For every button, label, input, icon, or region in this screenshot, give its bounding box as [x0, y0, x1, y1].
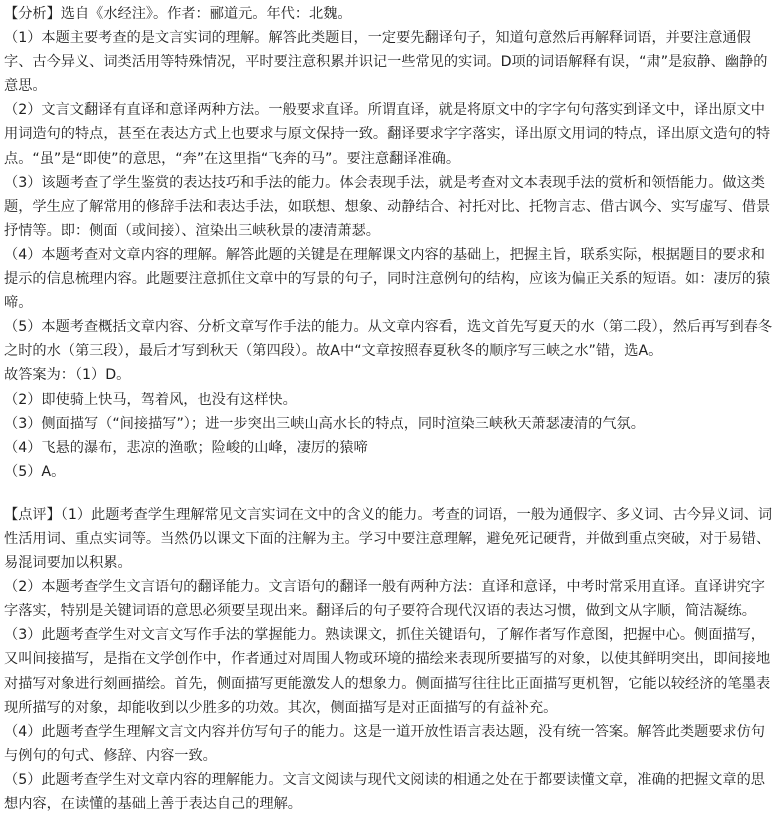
analysis-item-4: （4）本题考查对文章内容的理解。解答此题的关键是在理解课文内容的基础上，把握主旨，联系实际，根据题目的要求和提示的信息梳理内容。此题要注意抓住文章中的写景的句子，同时注意例句的结构，应该为偏正关系的短语。如：凄厉的猿啼。	[4, 246, 771, 312]
analysis-header: 【分析】选自《水经注》。作者：郦道元。年代：北魏。	[4, 6, 352, 22]
answer-5: （5）A。	[4, 463, 66, 480]
comment-item-2: （2）本题考查学生文言语句的翻译能力。文言语句的翻译一般有两种方法：直译和意译，中考时常采用直译。直译讲究字字落实，特别是关键词语的意思必须要呈现出来。翻译后的句子要符合现代汉语的表达习惯，做到文从字顺，简洁凝练。	[4, 579, 765, 620]
answer-4: （4）飞悬的瀑布，悲凉的渔歌；险峻的山峰，凄厉的猿啼	[4, 439, 368, 456]
analysis-item-2: （2）文言文翻译有直译和意译两种方法。一般要求直译。所谓直译，就是将原文中的字字句句落实到译文中，译出原文中用词造句的特点，甚至在表达方式上也要求与原文保持一致。翻译要求字字落实，译出原文用词的特点，译出原文造句的特点。“虽”是“即使”的意思，“奔”在这里指“飞奔的马”。要注意翻译准确。	[4, 102, 771, 167]
comment-item-1: 【点评】（1）此题考查学生理解常见文言实词在文中的含义的能力。考查的词语，一般为通假字、多义词、古今异义词、词性活用词、重点实词等。当然仍以课文下面的注解为主。学习中要注意理解，避免死记硬背，并做到重点突破，对于易错、易混词要加以积累。	[4, 506, 773, 572]
analysis-item-3: （3）该题考查了学生鉴赏的表达技巧和手法的能力。体会表现手法，就是考查对文本表现手法的赏析和领悟能力。做这类题，学生应了解常用的修辞手法和表达手法，如联想、想象、动静结合、衬托对比、托物言志、借古讽今、实写虚写、借景抒情等。即：侧面（或间接）、渲染出三峡秋景的凄清萧瑟。	[4, 174, 771, 239]
analysis-item-1: （1）本题主要考查的是文言实词的理解。解答此类题目，一定要先翻译句子，知道句意然后再解释词语，并要注意通假字、古今异义、词类活用等特殊情况，平时要注意积累并识记一些常见的实词。D项的词语解释有误，“肃”是寂静、幽静的意思。	[4, 30, 768, 95]
comment-item-4: （4）此题考查学生理解文言文内容并仿写句子的能力。这是一道开放性语言表达题，没有统一答案。解答此类题要求仿句与例句的句式、修辞、内容一致。	[4, 723, 765, 764]
comment-section	[4, 503, 776, 816]
analysis-item-5: （5）本题考查概括文章内容、分析文章写作手法的能力。从文章内容看，选文首先写夏天的水（第二段），然后再写到春冬之时的水（第三段），最后才写到秋天（第四段）。故A中“文章按照春夏秋冬的顺序写三峡之水”错，选A。	[4, 319, 773, 360]
comment-item-5: （5）此题考查学生对文章内容的理解能力。文言文阅读与现代文阅读的相通之处在于都要读懂文章，准确的把握文章的思想内容，在读懂的基础上善于表达自己的理解。	[4, 771, 765, 812]
answer-2: （2）即使骑上快马，驾着风，也没有这样快。	[4, 391, 297, 408]
answer-3: （3）侧面描写（“间接描写”）；进一步突出三峡山高水长的特点，同时渲染三峡秋天萧瑟凄清的气氛。	[4, 415, 645, 432]
answer-1: 故答案为：（1）D。	[4, 367, 131, 384]
analysis-section	[4, 2, 776, 484]
comment-item-3: （3）此题考查学生对文言文写作手法的掌握能力。熟读课文，抓住关键语句，了解作者写作意图，把握中心。侧面描写，又叫间接描写，是指在文学创作中，作者通过对周围人物或环境的描绘来表现所要描写的对象，以使其鲜明突出，即间接地对描写对象进行刻画描绘。首先，侧面描写更能激发人的想象力。侧面描写往往比正面描写更机智，它能以较经济的笔墨表现所描写的对象，却能收到以少胜多的功效。其次，侧面描写是对正面描写的有益补充。	[4, 627, 771, 716]
section-gap	[4, 484, 776, 503]
